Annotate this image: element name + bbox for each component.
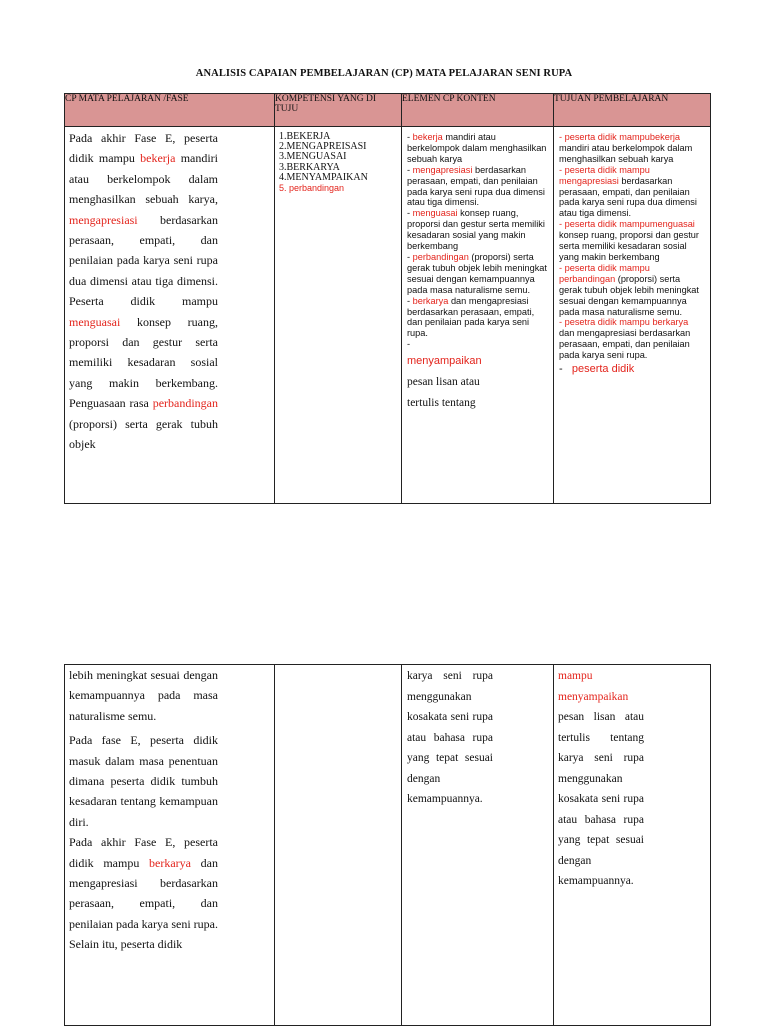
- keyword-berkarya: berkarya: [149, 855, 191, 870]
- cp-paragraph: [65, 127, 274, 503]
- item-text: konsep ruang, proporsi dan gestur serta memiliki kesadaran sosial yang makin berkembang: [407, 208, 545, 252]
- cp-text: Pada akhir Fase E, peserta didik mampu: [69, 131, 218, 166]
- cp-text: mandiri atau berkelompok dalam menghasilkan sebuah karya,: [69, 151, 219, 207]
- kompetensi-cell: [275, 127, 402, 504]
- tujuan-list: [554, 127, 710, 377]
- cp-text: Pada akhir Fase E, peserta didik mampu: [69, 835, 218, 870]
- table-row: [65, 127, 711, 504]
- cp-text: konsep ruang, proporsi dan gestur serta memiliki kesadaran sosial yang makin berkembang. Penguasaan rasa: [69, 314, 218, 411]
- keyword-perbandingan: perbandingan: [412, 251, 469, 262]
- kompetensi-list: [275, 127, 401, 193]
- tujuan-cell: [554, 665, 711, 1026]
- item-text: mandiri atau berkelompok dalam menghasilkan sebuah karya: [407, 132, 547, 164]
- elemen-continued-text: karya seni rupa menggunakan kosakata seni rupa atau bahasa rupa yang tepat sesuai dengan kemampuannya.: [407, 670, 493, 805]
- tujuan-cell: [554, 127, 711, 504]
- list-item: [559, 361, 704, 377]
- keyword-menyampaikan: menyampaikan: [558, 690, 629, 703]
- list-item: 3.BERKARYA: [279, 161, 340, 173]
- list-item: 1.BEKERJA: [279, 131, 331, 142]
- keyword-mampu: mampu: [558, 670, 593, 682]
- keyword-menyampaikan: menyampaikan: [407, 355, 482, 368]
- keyword-bekerja: - peserta didik mampubekerja: [559, 132, 681, 142]
- list-item-perbandingan: 5. perbandingan: [279, 183, 345, 194]
- keyword-peserta-didik: peserta didik: [571, 363, 635, 376]
- list-dash: -: [559, 363, 563, 376]
- item-text: (proporsi) serta gerak tubuh objek lebih meningkat sesuai dengan kemampuannya pada masa naturalisme semu.: [407, 251, 547, 295]
- keyword-berkarya: - pesetra didik mampu berkarya: [559, 317, 689, 328]
- keyword-berkarya: berkarya: [412, 295, 449, 306]
- table-header-row: [65, 94, 711, 127]
- list-item: - perbandingan (proporsi) serta gerak tubuh objek lebih meningkat sesuai dengan kemampuannya pada masa naturalisme semu.: [407, 251, 547, 295]
- item-text: tertulis tentang: [407, 396, 476, 409]
- header-tujuan-pembelajaran: TUJUAN PEMBELAJARAN: [554, 94, 711, 127]
- item-text: pesan lisan atau: [407, 376, 480, 389]
- cp-text: Pada fase E, peserta didik masuk dalam masa penentuan dimana peserta didik tumbuh kesadaran tentang kemampuan diri.: [69, 733, 218, 829]
- header-cp-mata-pelajaran: CP MATA PELAJARAN /FASE: [65, 94, 275, 127]
- list-item: 2.MENGAPREISASI: [279, 141, 367, 153]
- document-title: ANALISIS CAPAIAN PEMBELAJARAN (CP) MATA PELAJARAN SENI RUPA: [195, 68, 573, 79]
- list-dash: -: [407, 339, 411, 350]
- cp-text: lebih meningkat sesuai dengan kemampuannya pada masa naturalisme semu.: [69, 668, 218, 723]
- keyword-bekerja: bekerja: [140, 151, 176, 166]
- cp-text: berdasarkan perasaan, empati, dan penilaian pada karya seni rupa dua dimensi atau tiga dimensi. Peserta didik mampu: [69, 212, 218, 309]
- kompetensi-cell: [275, 665, 402, 1026]
- item-text: berdasarkan perasaan, empati, dan penilaian pada karya seni rupa dua dimensi atau tiga dimensi.: [559, 175, 697, 219]
- list-item: - berkarya dan mengapresiasi berdasarkan perasaan, empati, dan penilaian pada karya seni rupa.: [407, 295, 535, 339]
- list-item: [559, 317, 704, 361]
- item-text: berdasarkan perasaan, empati, dan penilaian pada karya seni rupa dua dimensi atau tiga dimensi.: [407, 164, 545, 208]
- cp-text: Selain itu, peserta didik: [69, 937, 183, 952]
- elemen-cell: [402, 127, 554, 504]
- keyword-bekerja: bekerja: [412, 132, 443, 142]
- item-text: konsep ruang, proporsi dan gestur serta memiliki kesadaran sosial yang makin berkembang: [559, 230, 699, 262]
- keyword-mengapresiasi: mengapresiasi: [69, 212, 138, 227]
- table-row: [65, 665, 711, 1026]
- list-item: [559, 219, 704, 263]
- cp-cell: [65, 665, 275, 1026]
- keyword-perbandingan: - peserta didik mampu perbandingan: [559, 262, 650, 284]
- list-item: - bekerja mandiri atau berkelompok dalam menghasilkan sebuah karya: [407, 132, 547, 164]
- analysis-table-page-1: [64, 93, 711, 504]
- keyword-mengapresiasi: - peserta didik mampu mengapresiasi: [559, 164, 650, 186]
- header-kompetensi: KOMPETENSI YANG DI TUJU: [275, 94, 402, 127]
- keyword-menguasai: - peserta didik mampumenguasai: [559, 219, 695, 230]
- list-item: [559, 263, 704, 318]
- analysis-table-page-2: [64, 664, 711, 1026]
- list-item: [559, 165, 704, 220]
- tujuan-continued-text: pesan lisan atau tertulis tentang karya seni rupa menggunakan kosakata seni rupa atau bahasa rupa yang tepat sesuai dengan kemampuannya.: [558, 711, 644, 887]
- elemen-cell: [402, 665, 554, 1026]
- list-item: 3.MENGUASAI: [279, 151, 347, 163]
- list-item: - mengapresiasi berdasarkan perasaan, empati, dan penilaian pada karya seni rupa dua dimensi atau tiga dimensi.: [407, 164, 545, 208]
- keyword-mengapresiasi: mengapresiasi: [412, 164, 473, 175]
- list-item: [559, 132, 704, 165]
- cp-paragraph: [65, 665, 274, 1025]
- cp-text: dan mengapresiasi berdasarkan perasaan, empati, dan penilaian pada karya seni rupa.: [69, 855, 218, 931]
- header-elemen-cp-konten: ELEMEN CP KONTEN: [402, 94, 554, 127]
- cp-cell: [65, 127, 275, 504]
- item-text: dan mengapresiasi berdasarkan perasaan, empati, dan penilaian pada karya seni rupa.: [559, 328, 691, 361]
- item-text: mandiri atau berkelompok dalam menghasilkan sebuah karya: [559, 142, 693, 164]
- item-text: dan mengapresiasi berdasarkan perasaan, empati, dan penilaian pada karya seni rupa.: [407, 295, 535, 339]
- keyword-menguasai: menguasai: [69, 314, 121, 329]
- elemen-list: [402, 127, 553, 413]
- cp-text: (proporsi) serta gerak tubuh objek: [69, 416, 218, 452]
- list-item: 4.MENYAMPAIKAN: [279, 171, 368, 183]
- keyword-perbandingan: perbandingan: [152, 396, 218, 411]
- keyword-menguasai: menguasai: [412, 208, 458, 219]
- tujuan-continued: [554, 665, 710, 892]
- item-text: (proporsi) serta gerak tubuh objek lebih meningkat sesuai dengan kemampuannya pada masa naturalisme semu.: [559, 273, 699, 317]
- list-item: - menguasai konsep ruang, proporsi dan gestur serta memiliki kesadaran sosial yang makin berkembang: [407, 208, 545, 252]
